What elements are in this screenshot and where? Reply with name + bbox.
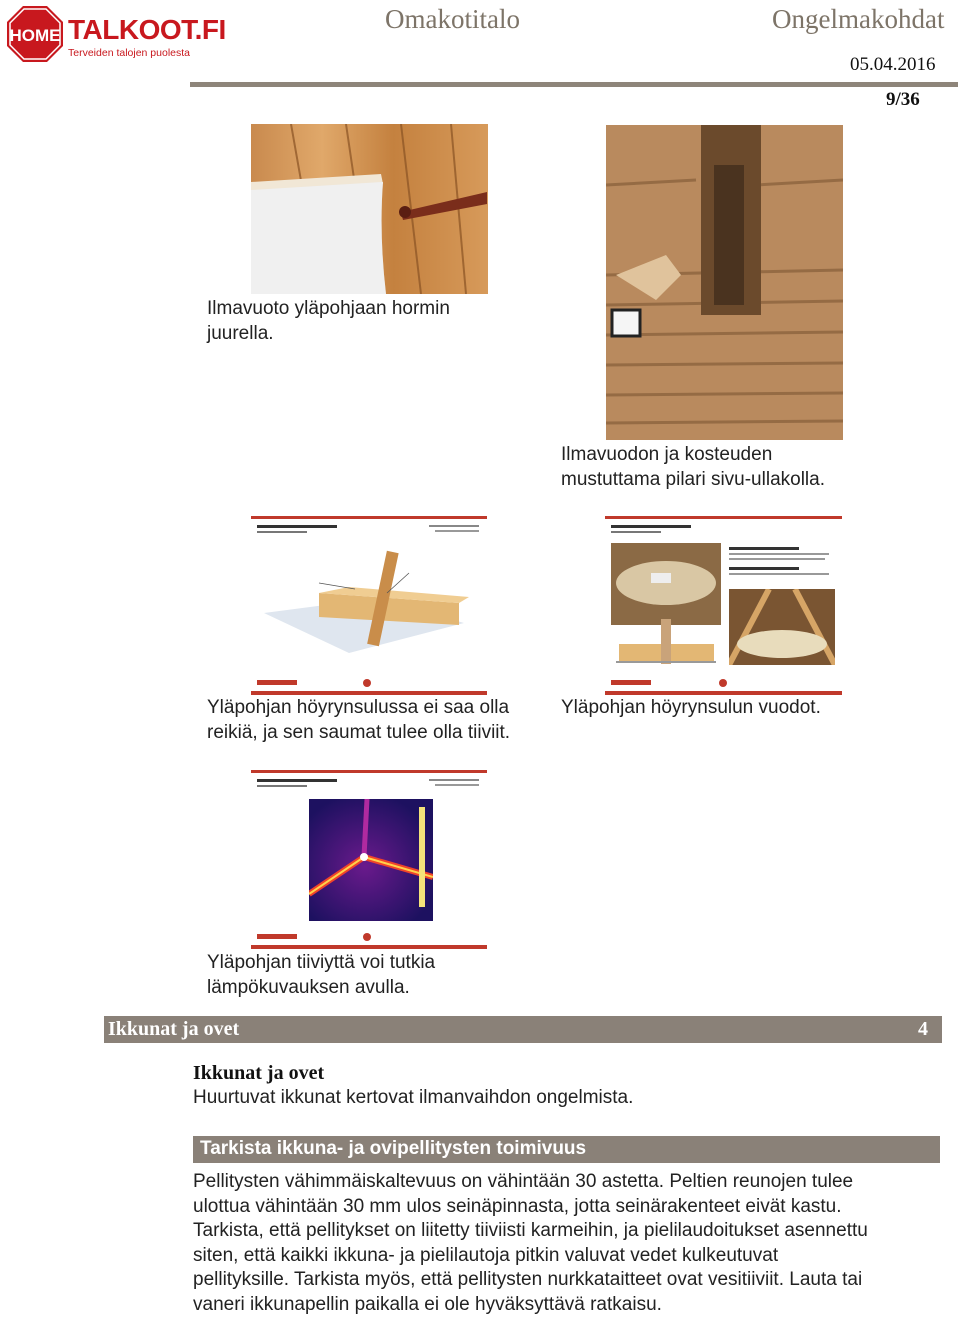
- caption-line: reikiä, ja sen saumat tulee olla tiiviit.: [207, 722, 511, 743]
- poster-vapour-barrier-leaks: [605, 516, 842, 695]
- body-line: ulottua vähintään 30 mm ulos seinäpinnasta, jotta seinärakenteet eivät kastu.: [193, 1195, 842, 1217]
- logo-home-text: HOME: [9, 26, 61, 45]
- caption-chimney-air-leak: [207, 296, 450, 346]
- page-number: 9/36: [886, 89, 920, 110]
- body-line: Pellitysten vähimmäiskaltevuus on vähintään 30 astetta. Peltien reunojen tulee: [193, 1171, 854, 1192]
- header-title-left: Omakotitalo: [385, 4, 520, 34]
- caption-vapour-barrier-leaks: Yläpohjan höyrynsulun vuodot.: [561, 697, 821, 718]
- thermal-image: [309, 799, 433, 921]
- caption-line: Ilmavuoto yläpohjaan hormin: [207, 298, 450, 319]
- body-line: pellityksille. Tarkista myös, että pellitysten nurkkataitteet ovat vesitiiviit. Lauta tai: [193, 1269, 863, 1290]
- header-rule: [190, 82, 958, 87]
- logo-tagline: Terveiden talojen puolesta: [68, 47, 191, 59]
- caption-vapour-barrier-joints: [207, 695, 510, 745]
- poster-vapour-barrier-joints: [251, 516, 487, 695]
- poster-thermal-imaging: [251, 770, 487, 949]
- diagram-pipe-penetration: [611, 619, 721, 669]
- diagram-vapour-barrier: [259, 543, 479, 663]
- subsection-heading: Ikkunat ja ovet: [193, 1062, 325, 1084]
- caption-line: mustuttama pilari sivu-ullakolla.: [561, 469, 825, 490]
- body-line: vaneri ikkunapellin paikalla ei ole hyväksyttävä ratkaisu.: [193, 1293, 662, 1315]
- check-title: Tarkista ikkuna- ja ovipellitysten toimivuus: [200, 1138, 587, 1159]
- photo-chimney-air-leak: [251, 124, 488, 294]
- logo-talkoot-text: TALKOOT.FI: [68, 14, 226, 45]
- photo-attic-rafters: [729, 589, 835, 665]
- photo-darkened-pillar: [606, 125, 843, 440]
- home-logo-octagon: [6, 5, 64, 63]
- section-number: 4: [918, 1018, 928, 1040]
- caption-line: lämpökuvauksen avulla.: [207, 977, 410, 998]
- body-line: Tarkista, että pellitykset on liitetty tiiviisti karmeihin, ja pielilaudoitukset asennettu: [193, 1220, 868, 1241]
- caption-line: Yläpohjan höyrynsulussa ei saa olla: [207, 697, 510, 718]
- caption-line: juurella.: [207, 323, 274, 344]
- subsection-text: Huurtuvat ikkunat kertovat ilmanvaihdon ongelmista.: [193, 1087, 634, 1108]
- check-body-text: [193, 1170, 938, 1317]
- header-title-right: Ongelmakohdat: [772, 4, 945, 34]
- caption-darkened-pillar: [561, 442, 825, 492]
- caption-line: Yläpohjan tiiviyttä voi tutkia: [207, 952, 436, 973]
- section-title: Ikkunat ja ovet: [108, 1018, 240, 1040]
- caption-line: Ilmavuodon ja kosteuden: [561, 444, 773, 465]
- caption-thermal-imaging: [207, 950, 435, 1000]
- header-date: 05.04.2016: [850, 54, 936, 75]
- body-line: siten, että kaikki ikkuna- ja pielilautoja pitkin valuvat vedet kulkeutuvat: [193, 1244, 779, 1266]
- photo-insulation-attic: [611, 543, 721, 625]
